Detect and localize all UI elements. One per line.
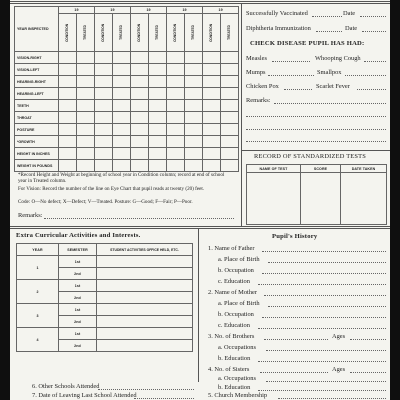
measles-line bbox=[272, 61, 310, 62]
father-occ-label: b. Occupation bbox=[218, 267, 254, 274]
column-label-treated: TREATED bbox=[118, 25, 123, 40]
year-number: 19 bbox=[59, 7, 95, 14]
brothers-occ-line bbox=[266, 350, 386, 351]
measles-label: Measles bbox=[246, 55, 267, 62]
brothers-edu-label: b. Education bbox=[218, 355, 251, 362]
date-leaving-line bbox=[134, 398, 194, 399]
vaccinated-date-line bbox=[360, 16, 386, 17]
chicken-pox-line bbox=[284, 89, 312, 90]
diphtheria-date-line bbox=[362, 31, 386, 32]
mother-edu-line bbox=[258, 328, 386, 329]
sisters-edu-line bbox=[258, 390, 386, 391]
father-birth-line bbox=[268, 262, 386, 263]
chicken-pox-label: Chicken Pox bbox=[246, 83, 279, 90]
right-remarks-line bbox=[246, 116, 386, 117]
left-remarks-line bbox=[44, 218, 234, 219]
column-label-condition: CONDITION bbox=[208, 23, 213, 42]
church-line bbox=[278, 398, 386, 399]
year-number: 19 bbox=[203, 7, 239, 14]
diphtheria-date-label: Date bbox=[345, 25, 358, 32]
extra-title: Extra Curricular Activities and Interests. bbox=[16, 232, 141, 239]
father-edu-label: c. Education bbox=[218, 278, 250, 285]
column-label-treated: TREATED bbox=[190, 25, 195, 40]
row-label: HEIGHT IN INCHES bbox=[15, 148, 59, 160]
mumps-line bbox=[268, 75, 314, 76]
father-label: 1. Name of Father bbox=[208, 245, 255, 252]
smallpox-label: Smallpox bbox=[317, 69, 342, 76]
smallpox-line bbox=[345, 75, 386, 76]
mother-birth-line bbox=[268, 306, 386, 307]
code-note: Code: O—No defect; X—Defect; V—Treated. Posture: G—Good; F—Fair; P—Poor. bbox=[18, 199, 193, 205]
mother-occ-label: b. Occupation bbox=[218, 311, 254, 318]
check-disease-header: CHECK DISEASE PUPIL HAS HAD: bbox=[250, 40, 365, 47]
whooping-label: Whooping Cough bbox=[315, 55, 361, 62]
vision-note: For Vision: Record the number of the line on Eye Chart that pupil reads at twenty (20) feet. bbox=[18, 186, 205, 192]
tests-rule bbox=[242, 150, 390, 151]
row-label: *GROWTH bbox=[15, 136, 59, 148]
year-cell: 1 bbox=[17, 256, 59, 280]
right-remarks-line bbox=[274, 103, 386, 104]
col-activities: STUDENT ACTIVITIES OFFICE HELD, ETC. bbox=[97, 244, 193, 256]
health-table bbox=[14, 6, 239, 172]
father-birth-label: a. Place of Birth bbox=[218, 256, 260, 263]
brothers-ages-line bbox=[350, 339, 386, 340]
tests-col-date: DATE TAKEN bbox=[341, 165, 387, 173]
semester-cell: 2nd bbox=[59, 292, 97, 304]
semester-cell: 2nd bbox=[59, 268, 97, 280]
tests-col-score: SCORE bbox=[301, 165, 341, 173]
column-label-condition: CONDITION bbox=[172, 23, 177, 42]
row-label: WEIGHT IN POUNDS bbox=[15, 160, 59, 172]
diphtheria-label: Diphtheria Immunization bbox=[246, 25, 311, 32]
sisters-occ-label: a. Occupations bbox=[218, 375, 256, 382]
column-label-treated: TREATED bbox=[226, 25, 231, 40]
right-remarks-label: Remarks: bbox=[246, 97, 271, 104]
father-line bbox=[262, 251, 386, 252]
column-divider bbox=[241, 4, 242, 226]
tests-title: RECORD OF STANDARDIZED TESTS bbox=[254, 153, 367, 160]
history-title: Pupil's History bbox=[272, 233, 318, 240]
sisters-edu-label: b. Education bbox=[218, 384, 251, 391]
row-label: VISION-LEFT bbox=[15, 64, 59, 76]
scarlet-label: Scarlet Fever bbox=[316, 83, 350, 90]
mother-occ-line bbox=[262, 317, 386, 318]
vaccinated-label: Successfully Vaccinated bbox=[246, 10, 308, 17]
top-rule bbox=[10, 1, 390, 2]
section-rule bbox=[10, 226, 390, 227]
semester-cell: 2nd bbox=[59, 340, 97, 352]
year-inspected-label: YEAR INSPECTED bbox=[15, 7, 59, 52]
row-label: HEARING-LEFT bbox=[15, 88, 59, 100]
tests-table bbox=[246, 164, 387, 225]
brothers-occ-label: a. Occupations bbox=[218, 344, 256, 351]
sisters-ages-label: Ages bbox=[332, 366, 346, 373]
sisters-ages-line bbox=[350, 372, 386, 373]
sisters-line bbox=[260, 372, 328, 373]
year-cell: 4 bbox=[17, 328, 59, 352]
left-remarks-label: Remarks: bbox=[18, 212, 43, 219]
right-remarks-line bbox=[246, 129, 386, 130]
col-year: YEAR bbox=[17, 244, 59, 256]
column-label-condition: CONDITION bbox=[100, 23, 105, 42]
semester-cell: 1st bbox=[59, 328, 97, 340]
father-edu-line bbox=[258, 284, 386, 285]
top-rule-2 bbox=[10, 3, 390, 4]
vaccinated-line bbox=[312, 16, 342, 17]
column-label-treated: TREATED bbox=[154, 25, 159, 40]
row-label: THROAT bbox=[15, 112, 59, 124]
other-schools-line bbox=[98, 389, 194, 390]
semester-cell: 2nd bbox=[59, 316, 97, 328]
right-remarks-line bbox=[246, 141, 386, 142]
mother-line bbox=[264, 295, 386, 296]
year-cell: 2 bbox=[17, 280, 59, 304]
vaccinated-date-label: Date bbox=[343, 10, 356, 17]
growth-note: *Record Height and Weight at beginning of school year in Condition column; record at end of school year in Treated column. bbox=[18, 172, 225, 185]
year-number: 19 bbox=[95, 7, 131, 14]
semester-cell: 1st bbox=[59, 280, 97, 292]
row-label: HEARING-RIGHT bbox=[15, 76, 59, 88]
brothers-ages-label: Ages bbox=[332, 333, 346, 340]
column-label-condition: CONDITION bbox=[136, 23, 141, 42]
section-rule-2 bbox=[10, 228, 390, 229]
history-divider bbox=[198, 229, 199, 382]
year-cell: 3 bbox=[17, 304, 59, 328]
mother-label: 2. Name of Mother bbox=[208, 289, 257, 296]
record-card bbox=[10, 0, 390, 400]
whooping-line bbox=[364, 61, 386, 62]
sisters-label: 4. No. of Sisters bbox=[208, 366, 250, 373]
tests-col-name: NAME OF TEST bbox=[247, 165, 301, 173]
mother-edu-label: c. Education bbox=[218, 322, 250, 329]
row-label: TEETH bbox=[15, 100, 59, 112]
father-occ-line bbox=[262, 273, 386, 274]
col-semester: SEMESTER bbox=[59, 244, 97, 256]
year-number: 19 bbox=[131, 7, 167, 14]
scarlet-line bbox=[357, 89, 386, 90]
row-label: VISION-RIGHT bbox=[15, 52, 59, 64]
column-label-treated: TREATED bbox=[82, 25, 87, 40]
activities-table bbox=[16, 243, 193, 352]
row-label: POSTURE bbox=[15, 124, 59, 136]
brothers-line bbox=[264, 339, 328, 340]
semester-cell: 1st bbox=[59, 256, 97, 268]
date-leaving-label: 7. Date of Leaving Last School Attended bbox=[32, 392, 137, 399]
diphtheria-line bbox=[316, 31, 342, 32]
mother-birth-label: a. Place of Birth bbox=[218, 300, 260, 307]
mumps-label: Mumps bbox=[246, 69, 266, 76]
year-number: 19 bbox=[167, 7, 203, 14]
semester-cell: 1st bbox=[59, 304, 97, 316]
sisters-occ-line bbox=[266, 381, 386, 382]
column-label-condition: CONDITION bbox=[64, 23, 69, 42]
other-schools-label: 6. Other Schools Attended bbox=[32, 383, 100, 390]
brothers-label: 3. No. of Brothers bbox=[208, 333, 255, 340]
brothers-edu-line bbox=[258, 361, 386, 362]
church-label: 5. Church Membership bbox=[208, 392, 268, 399]
